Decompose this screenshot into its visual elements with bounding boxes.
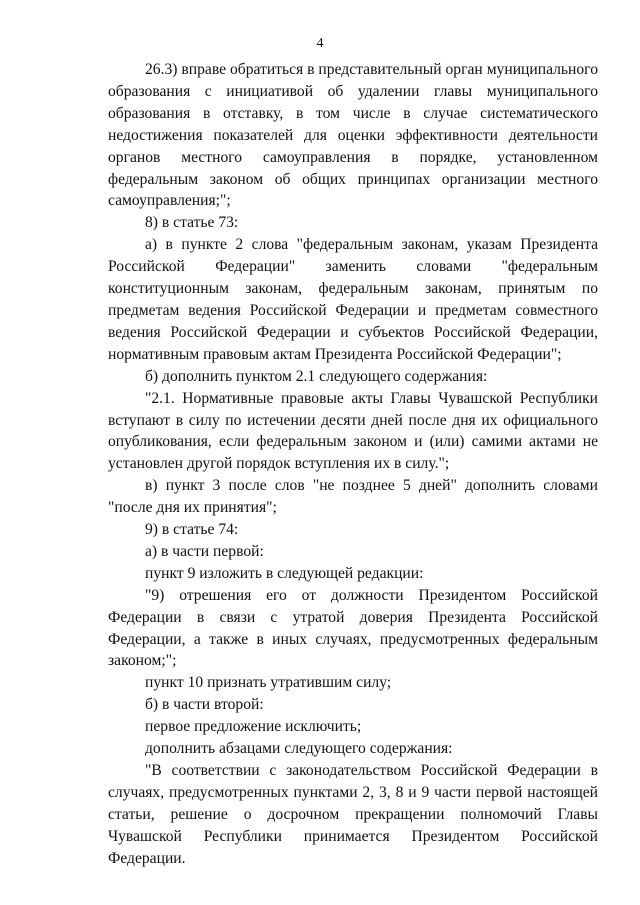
document-body (108, 59, 598, 870)
paragraph-item-9: 9) в статье 74: (145, 521, 239, 539)
paragraph-add-abzacy: дополнить абзацами следующего содержания: (145, 740, 453, 758)
paragraph-26-3: 26.3) вправе обратиться в представительный орган муниципального образования с инициативой об удалении главы муниципального образования в отставку, в том числе в случае систематического недостижения показателей для оценки эффективности деятельности органов местного самоуправления в порядке, установленном федеральным законом об общих принципах организации местного самоуправления;"; (108, 61, 598, 210)
paragraph-8b: б) дополнить пунктом 2.1 следующего содержания: (145, 367, 488, 385)
paragraph-2-1-text: "2.1. Нормативные правовые акты Главы Чувашской Республики вступают в силу по истечении десяти дней после дня их официального опубликования, если федеральным законом и (или) самими актами не установлен другой порядок вступления их в силу."; (108, 389, 598, 473)
page-number: 4 (316, 36, 324, 51)
paragraph-point-9-edit: пункт 9 изложить в следующей редакции: (145, 564, 424, 582)
paragraph-item-8: 8) в статье 73: (145, 214, 239, 232)
paragraph-point-10: пункт 10 признать утратившим силу; (145, 674, 392, 692)
paragraph-first-sentence: первое предложение исключить; (145, 718, 362, 736)
paragraph-8v: в) пункт 3 после слов "не позднее 5 дней" дополнить словами "после дня их принятия"; (108, 477, 598, 517)
paragraph-9b: б) в части второй: (145, 696, 264, 714)
paragraph-9a: а) в части первой: (145, 542, 264, 560)
paragraph-point-9-text: "9) отрешения его от должности Президентом Российской Федерации в связи с утратой доверия Президента Российской Федерации, а также в иных случаях, предусмотренных федеральным законом;"; (108, 586, 598, 670)
paragraph-final-text: "В соответствии с законодательством Российской Федерации в случаях, предусмотренных пунктами 2, 3, 8 и 9 части первой настоящей статьи, решение о досрочном прекращении полномочий Главы Чувашской Республики принимается Президентом Российской Федерации. (108, 762, 598, 867)
paragraph-8a: а) в пункте 2 слова "федеральным законам, указам Президента Российской Федерации" заменить словами "федеральным конституционным законам, федеральным законам, принятым по предметам ведения Российской Федерации и предметам совместного ведения Российской Федерации и субъектов Российской Федерации, нормативным правовым актам Президента Российской Федерации"; (108, 236, 598, 363)
